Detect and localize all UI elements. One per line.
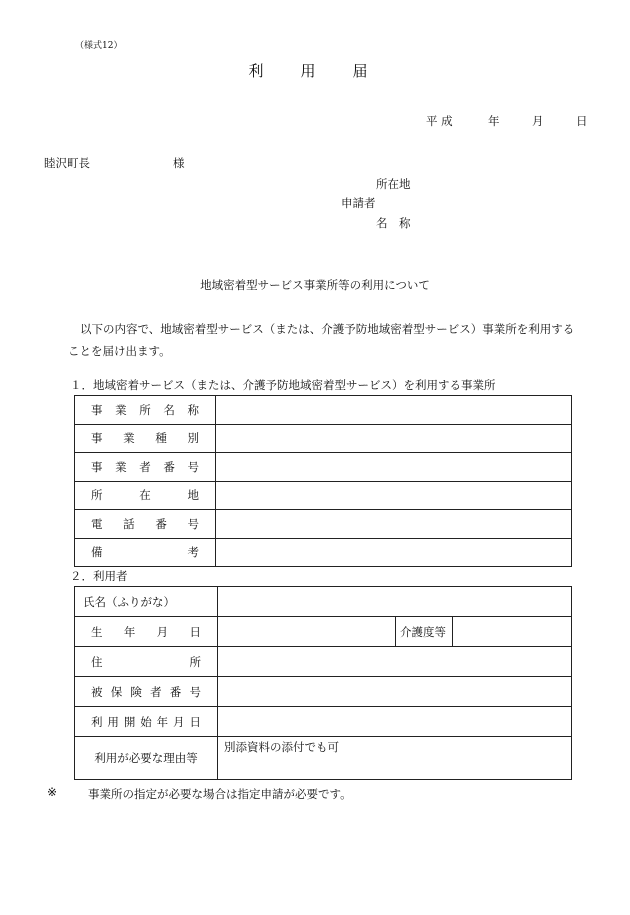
footnote-text: 事業所の指定が必要な場合は指定申請が必要です。: [88, 787, 352, 801]
date-line: [426, 113, 588, 129]
date-year: 年: [488, 114, 500, 128]
applicant-name-label: 名 称: [376, 216, 411, 230]
facility-table: [74, 395, 572, 567]
table-row: [75, 538, 572, 567]
remarks-field[interactable]: [216, 538, 572, 567]
row-label: 住 所: [75, 647, 218, 677]
business-type-field[interactable]: [216, 424, 572, 453]
table-row: [75, 396, 572, 425]
title-char: 利: [248, 62, 264, 80]
care-level-field[interactable]: [453, 617, 572, 647]
table-row: [75, 737, 572, 780]
table-row: [75, 617, 572, 647]
facility-address-field[interactable]: [216, 481, 572, 510]
row-label: 利 用 開 始 年 月 日: [75, 707, 218, 737]
applicant-label: 申請者: [341, 196, 376, 210]
table-row: [75, 510, 572, 539]
row-label: 利用が必要な理由等: [75, 737, 218, 780]
date-month: 月: [532, 114, 544, 128]
birth-date-field[interactable]: [218, 617, 396, 647]
reason-note: 別添資料の添付でも可: [224, 740, 339, 754]
addressee-honorific: 様: [173, 156, 185, 170]
user-name-field[interactable]: [218, 587, 572, 617]
table-row: [75, 424, 572, 453]
table-row: [75, 481, 572, 510]
date-day: 日: [576, 114, 588, 128]
table-row: [75, 677, 572, 707]
body-paragraph: 以下の内容で、地域密着型サービス（または、介護予防地域密着型サービス）事業所を利用することを届け出ます。: [68, 322, 575, 358]
addressee-name: 睦沢町長: [44, 156, 90, 170]
phone-number-field[interactable]: [216, 510, 572, 539]
footnote-mark: ※: [47, 785, 58, 799]
row-label: 所 在 地: [75, 481, 216, 510]
row-label: 電 話 番 号: [75, 510, 216, 539]
form-number: （様式12）: [75, 41, 123, 51]
provider-number-field[interactable]: [216, 453, 572, 482]
table-row: [75, 587, 572, 617]
row-label: 氏名（ふりがな）: [75, 587, 218, 617]
facility-name-field[interactable]: [216, 396, 572, 425]
title-char: 用: [300, 62, 316, 80]
subject-line: 地域密着型サービス事業所等の利用について: [200, 278, 430, 292]
table-row: [75, 647, 572, 677]
applicant-address-label: 所在地: [376, 177, 411, 191]
user-table: [74, 586, 572, 780]
row-label: 備 考: [75, 538, 216, 567]
row-label: 事 業 所 名 称: [75, 396, 216, 425]
user-address-field[interactable]: [218, 647, 572, 677]
date-era: 平 成: [426, 114, 453, 128]
table-row: [75, 453, 572, 482]
section2-heading: ２．利用者: [70, 569, 128, 583]
start-date-field[interactable]: [218, 707, 572, 737]
title-char: 届: [352, 62, 368, 80]
care-level-label: 介護度等: [396, 617, 453, 647]
reason-field[interactable]: [218, 737, 572, 780]
insured-number-field[interactable]: [218, 677, 572, 707]
table-row: [75, 707, 572, 737]
row-label: 事 業 種 別: [75, 424, 216, 453]
row-label: 事 業 者 番 号: [75, 453, 216, 482]
row-label: 被 保 険 者 番 号: [75, 677, 218, 707]
document-title: [230, 60, 390, 81]
section1-heading: １．地域密着サービス（または、介護予防地域密着型サービス）を利用する事業所: [70, 378, 496, 392]
row-label: 生 年 月 日: [75, 617, 218, 647]
